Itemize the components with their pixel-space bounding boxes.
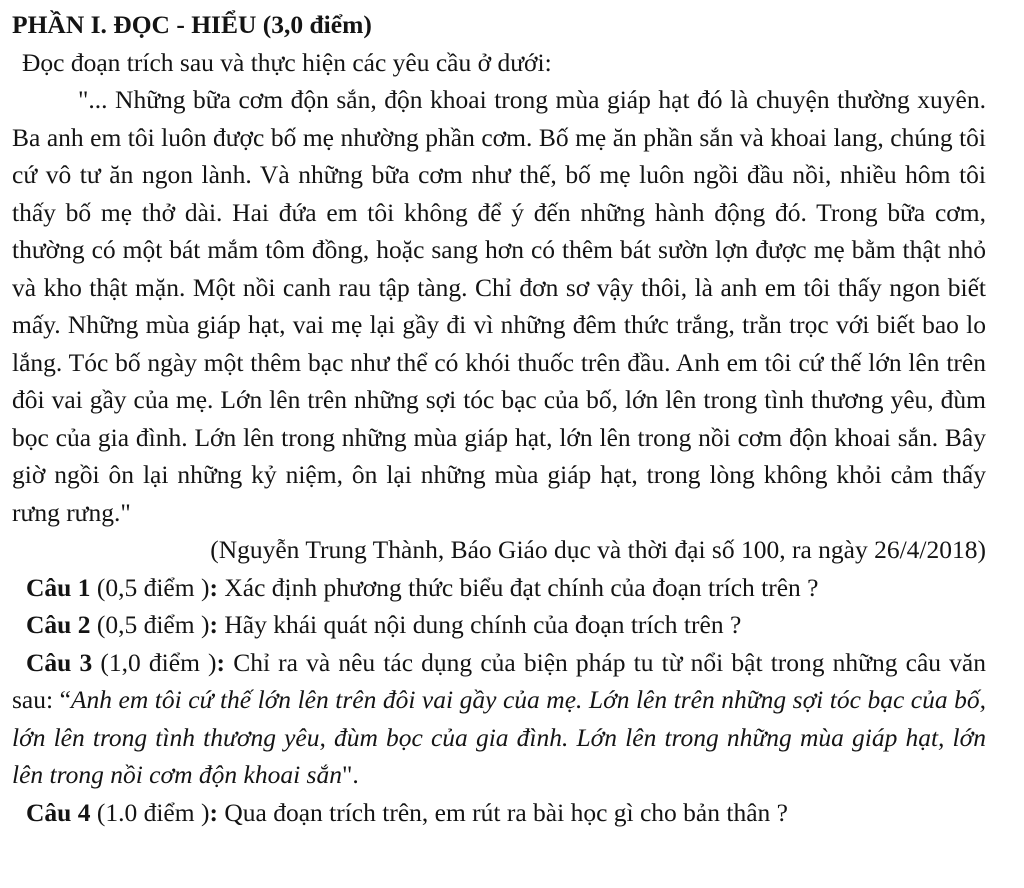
- question-4-text: Qua đoạn trích trên, em rút ra bài học gì cho bản thân ?: [217, 797, 788, 827]
- question-3: [12, 644, 986, 794]
- reading-instruction: Đọc đoạn trích sau và thực hiện các yêu cầu ở dưới:: [22, 47, 552, 77]
- question-3-lead: [12, 648, 26, 677]
- question-1: [12, 569, 986, 607]
- question-2-points: (0,5 điểm ): [90, 610, 210, 639]
- question-2: [12, 606, 986, 644]
- question-1-colon: :: [209, 572, 218, 602]
- question-4: [12, 794, 986, 832]
- question-3-quote: Anh em tôi cứ thế lớn lên trên đôi vai gầy của mẹ. Lớn lên trên những sợi tóc bạc của bố, lớn lên trong tình thương yêu, đùm bọc của gia đình. Lớn lên trong những mùa giáp hạt, lớn lên trong nồi cơm độn khoai sắn: [12, 685, 986, 789]
- question-4-label: Câu 4: [26, 797, 91, 827]
- question-4-points: (1.0 điểm ): [90, 797, 210, 827]
- excerpt-source: (Nguyễn Trung Thành, Báo Giáo dục và thời đại số 100, ra ngày 26/4/2018): [210, 535, 986, 564]
- question-3-quote-end: ".: [341, 760, 359, 789]
- question-4-colon: :: [209, 797, 218, 827]
- section-heading: PHẦN I. ĐỌC - HIỂU (3,0 điểm): [12, 10, 372, 39]
- question-1-points: (0,5 điểm ): [90, 572, 210, 602]
- excerpt-passage: "... Những bữa cơm độn sắn, độn khoai trong mùa giáp hạt đó là chuyện thường xuyên. Ba anh em tôi luôn được bố mẹ nhường phần cơm. Bố mẹ ăn phần sắn và khoai lang, chúng tôi cứ vô tư ăn ngon lành. Và những bữa cơm như thế, bố mẹ luôn ngồi đầu nồi, nhiều hôm tôi thấy bố mẹ thở dài. Hai đứa em tôi không để ý đến những hành động đó. Trong bữa cơm, thường có một bát mắm tôm đồng, hoặc sang hơn có thêm bát sườn lợn được mẹ bằm thật nhỏ và kho thật mặn. Một nồi canh rau tập tàng. Chỉ đơn sơ vậy thôi, là anh em tôi thấy ngon biết mấy. Những mùa giáp hạt, vai mẹ lại gầy đi vì những đêm thức trắng, trằn trọc với biết bao lo lắng. Tóc bố ngày một thêm bạc như thể có khói thuốc trên đầu. Anh em tôi cứ thế lớn lên trên đôi vai gầy của mẹ. Lớn lên trên những sợi tóc bạc của bố, lớn lên trong tình thương yêu, đùm bọc của gia đình. Lớn lên trong những mùa giáp hạt, lớn lên trong nồi cơm độn khoai sắn. Bây giờ ngồi ôn lại những kỷ niệm, ôn lại những mùa giáp hạt, trong lòng không khỏi cảm thấy rưng rưng.": [12, 85, 986, 527]
- question-3-colon: :: [216, 647, 226, 677]
- question-1-label: Câu 1: [26, 572, 91, 602]
- question-1-text: Xác định phương thức biểu đạt chính của đoạn trích trên ?: [217, 572, 819, 602]
- question-2-label: Câu 2: [26, 610, 91, 639]
- question-3-points: (1,0 điểm ): [92, 647, 217, 677]
- question-2-text: Hãy khái quát nội dung chính của đoạn trích trên ?: [217, 610, 742, 639]
- question-2-colon: :: [209, 610, 218, 639]
- question-3-text: Chỉ ra và nêu tác dụng của biện pháp tu từ nổi bật trong những câu văn sau: “: [12, 647, 986, 714]
- question-3-label: Câu 3: [26, 647, 93, 677]
